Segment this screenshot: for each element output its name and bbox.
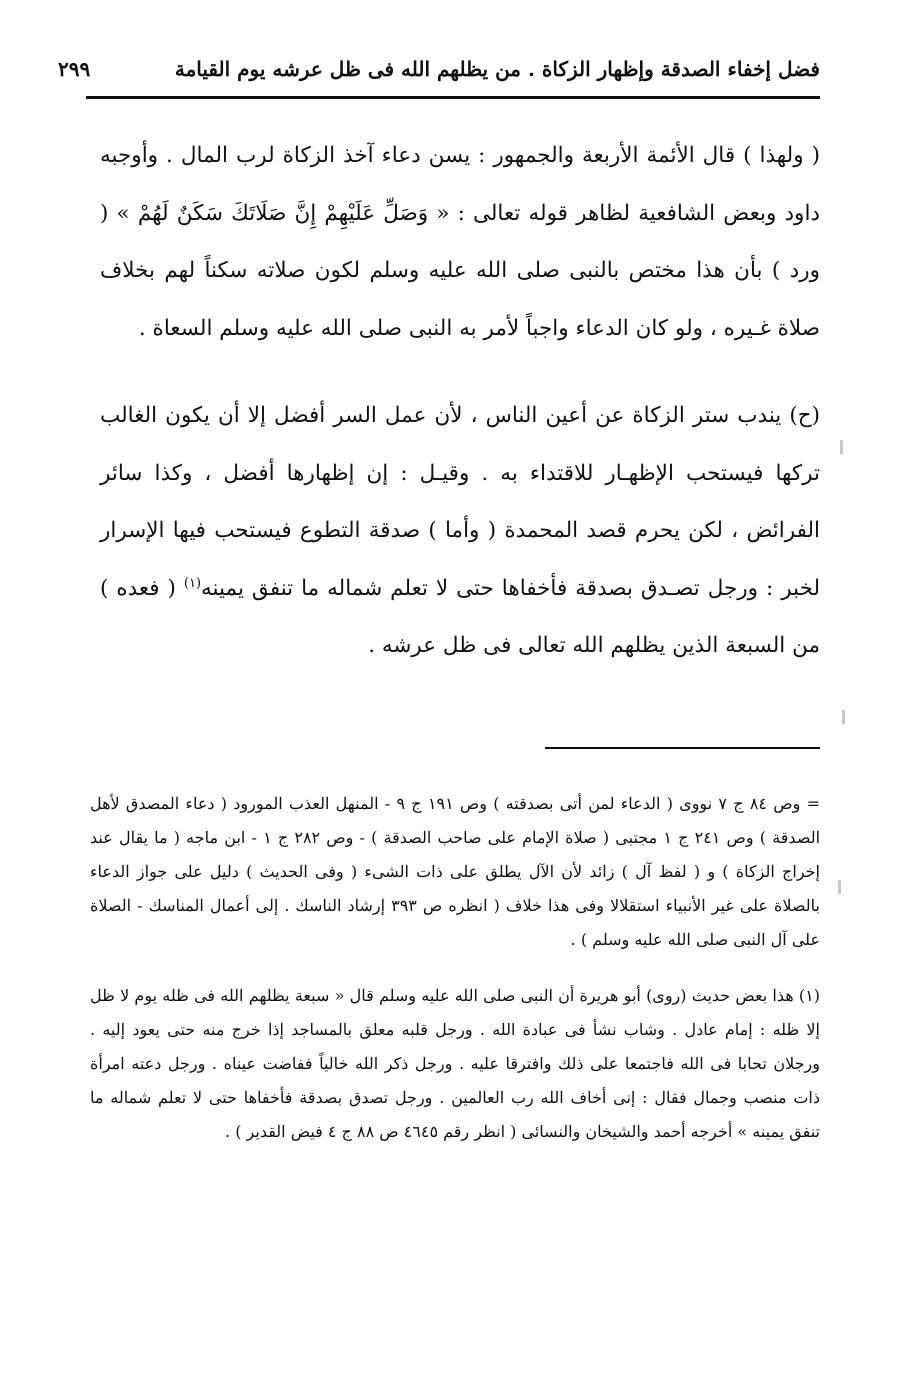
header-rule <box>86 96 820 99</box>
page-header <box>58 48 820 90</box>
margin-mark <box>838 880 841 894</box>
margin-mark <box>840 440 843 454</box>
paragraph-1: ( ولهذا ) قال الأئمة الأربعة والجمهور : يسن دعاء آخذ الزكاة لرب المال . وأوجبه داود وبعض الشافعية لظاهر قوله تعالى : « وَصَلِّ عَلَيْهِمْ إِنَّ صَلَاتَكَ سَكَنٌ لَهُمْ » ( ورد ) بأن هذا مختص بالنبى صلى الله عليه وسلم لكون صلاته سكناً لهم بخلاف صلاة غـيره ، ولو كان الدعاء واجباً لأمر به النبى صلى الله عليه وسلم السعاة . <box>100 143 820 341</box>
paragraph-2 <box>100 387 820 675</box>
main-text <box>100 127 820 675</box>
footnote-reference: (١) <box>183 575 202 591</box>
margin-mark <box>842 710 845 724</box>
footnotes <box>90 787 820 1149</box>
paragraph-2-main: (ح) يندب ستر الزكاة عن أعين الناس ، لأن عمل السر أفضل إلا أن يكون الغالب تركها فيستحب الإظهـار للاقتداء به . وقيـل : إن إظهارها أفضل ، وكذا سائر الفرائض ، لكن يحرم قصد المحمدة ( وأما ) صدقة التطوع فيستحب فيها الإسرار لخبر : ورجل تصـدق بصدقة فأخفاها حتى لا تعلم شماله ما تنفق يمينه <box>100 403 820 601</box>
footnote-1: (١) هذا بعض حديث (روى) أبو هريرة أن النبى صلى الله عليه وسلم قال « سبعة يظلهم الله فى ظله يوم لا ظل إلا ظله : إمام عادل . وشاب نشأ فى عبادة الله . ورجل قلبه معلق بالمساجد إذا خرج منه حتى يعود إليه . ورجلان تحابا فى الله فاجتمعا على ذلك وافترقا عليه . ورجل ذكر الله خالياً ففاضت عيناه . ورجل دعته امرأة ذات منصب وجمال فقال : إنى أخاف الله رب العالمين . ورجل تصدق بصدقة فأخفاها حتى لا تعلم شماله ما تنفق يمينه » أخرجه أحمد والشيخان والنسائى ( انظر رقم ٤٦٤٥ ص ٨٨ ج ٤ فيض القدير ) . <box>90 986 821 1141</box>
footnote-continuation: = وص ٨٤ ج ٧ نووى ( الدعاء لمن أتى بصدقته ) وص ١٩١ ج ٩ - المنهل العذب المورود ( دعاء المصدق لأهل الصدقة ) وص ٢٤١ ج ١ مجتبى ( صلاة الإمام على صاحب الصدقة ) - وص ٢٨٢ ج ١ - ابن ماجه ( ما يقال عند إخراج الزكاة ) و ( لفظ آل ) زائد لأن الآل يطلق على ذات الشىء ( وفى الحديث ) دليل على جواز الدعاء بالصلاة على غير الأنبياء استقلالا وفى هذا خلاف ( انظره ص ٣٩٣ إرشاد الناسك . إلى أعمال المناسك - الصلاة على آل النبى صلى الله عليه وسلم ) . <box>90 794 821 949</box>
page-number: ٢٩٩ <box>58 57 91 81</box>
footnote-separator <box>545 747 820 749</box>
paragraph-2-end: ( فعده ) من السبعة الذين يظلهم الله تعالى فى ظل عرشه . <box>100 575 820 658</box>
running-title: فضل إخفاء الصدقة وإظهار الزكاة . من يظلهم الله فى ظل عرشه يوم القيامة <box>174 57 820 81</box>
